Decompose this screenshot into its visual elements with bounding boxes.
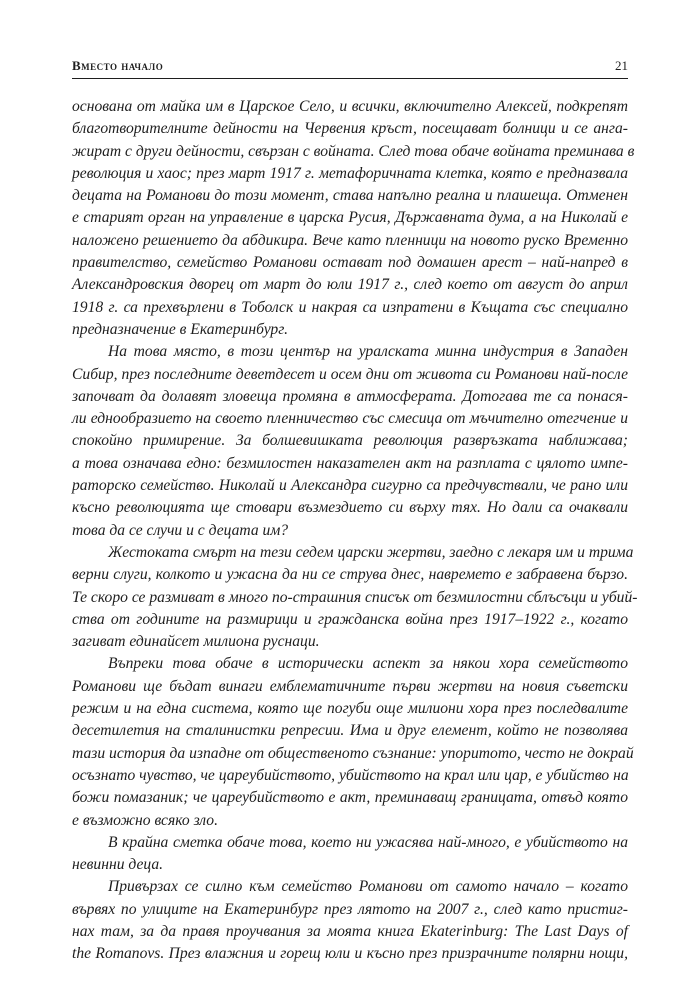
text-line: правителство, семейство Романови остават под домашен арест – най-напред в (72, 254, 628, 272)
text-line: режим и на една система, която ще погуби още милиони хора през последвалите (72, 700, 628, 718)
text-line: основана от майка им в Царское Село, и всички, включително Алексей, подкрепят (72, 98, 628, 115)
text-line: божи помазаник; че цареубийството е акт, преминаващ границата, отвъд която (72, 789, 628, 807)
header-rule (72, 78, 628, 79)
text-line: верни слуги, колкото и ужасна да ни се струва днес, навремето е забравена бързо. (72, 566, 628, 584)
text-line: На това място, в този център на уралската минна индустрия в Западен (108, 343, 628, 361)
text-line: Сибир, през последните деветдесет и осем дни от живота си Романови най-после (72, 365, 628, 383)
body-text (72, 96, 638, 966)
paragraph (72, 542, 638, 653)
text-line: жират с други дейности, свързан с войната. След това обаче войната преминава в (72, 142, 635, 160)
text-line: В крайна сметка обаче това, което ни ужасява най-много, е убийството на (108, 833, 628, 851)
text-line: Въпреки това обаче в исторически аспект за някои хора семейството (108, 655, 628, 673)
paragraph (72, 96, 635, 341)
text-line: наложено решението да абдикира. Вече като пленници на новото руско Временно (72, 231, 628, 249)
running-header (72, 58, 628, 74)
text-line: невинни деца. (72, 856, 164, 874)
paragraph (72, 653, 634, 831)
paragraph (72, 341, 628, 542)
text-line: Жестоката смърт на тези седем царски жертви, заедно с лекаря им и трима (108, 543, 634, 561)
text-line: революция и хаос; през март 1917 г. метафоричната клетка, която е предназвала (72, 164, 628, 182)
text-line: осъзнато чувство, че цареубийството, убийството на крал или цар, е убийство на (72, 766, 629, 784)
text-line: а това означава едно: безмилостен наказателен акт на разплата с цялото импе- (72, 454, 628, 472)
text-line: предназначение в Екатеринбург. (72, 320, 289, 338)
text-line: е старият орган на управление в царска Русия, Държавната дума, а на Николай е (72, 209, 628, 227)
section-title: Вместо начало (72, 58, 164, 73)
page-number: 21 (615, 58, 628, 73)
text-line: започват да долавят зловеща промяна в атмосферата. Дотогава те са понася- (72, 387, 628, 405)
text-line: вървях по улиците на Екатеринбург през лятото на 2007 г., след като пристиг- (72, 900, 628, 918)
text-line: раторско семейство. Николай и Александра сигурно са предчувствали, че рано или (72, 477, 628, 495)
text-line: загиват единайсет милиона руснаци. (72, 633, 320, 651)
text-line: тази история да изпадне от общественото съзнание: упоритото, често не докрай (72, 744, 634, 762)
text-line: това да се случи и с децата им? (72, 521, 289, 539)
text-line: благотворителните дейности на Червения кръст, посещават болници и се анга- (72, 120, 628, 138)
text-line: десетилетия на сталинистки репресии. Има и друг елемент, който не позволява (72, 722, 628, 740)
text-line: Александровския дворец от март до юли 1917 г., след което от август до април (72, 276, 628, 294)
text-line: the Romanovs. През влажния и горещ юли и късно през призрачните полярни нощи, (72, 945, 628, 963)
text-line: Те скоро се размиват в много по-страшния списък от безмилостни сблъсъци и убий- (72, 588, 638, 606)
text-line: децата на Романови до този момент, става напълно реална и плашеща. Отменен (72, 187, 628, 205)
text-line: нах там, за да правя проучвания за моята книга Ekaterinburg: The Last Days of (72, 922, 628, 940)
text-line: ства от годините на размирици и гражданска война през 1917–1922 г., когато (72, 610, 628, 628)
text-line: Романови ще бъдат винаги емблематичните първи жертви на новия съветски (72, 677, 628, 695)
text-line: е възможно всяко зло. (72, 811, 218, 829)
paragraph (72, 832, 628, 877)
text-line: спокойно примирение. За болшевишката революция развръзката наближава; (72, 432, 628, 450)
text-line: 1918 г. са прехвърлени в Тоболск и накрая са изпратени в Къщата със специално (72, 298, 628, 316)
paragraph (72, 876, 628, 965)
text-line: късно революцията ще стовари възмездието си върху тях. Но дали са очаквали (72, 499, 628, 517)
text-line: ли еднообразието на своето пленничество със смесица от мъчително отегчение и (72, 410, 628, 428)
text-line: Привързах се силно към семейство Романови от самото начало – когато (108, 878, 628, 896)
